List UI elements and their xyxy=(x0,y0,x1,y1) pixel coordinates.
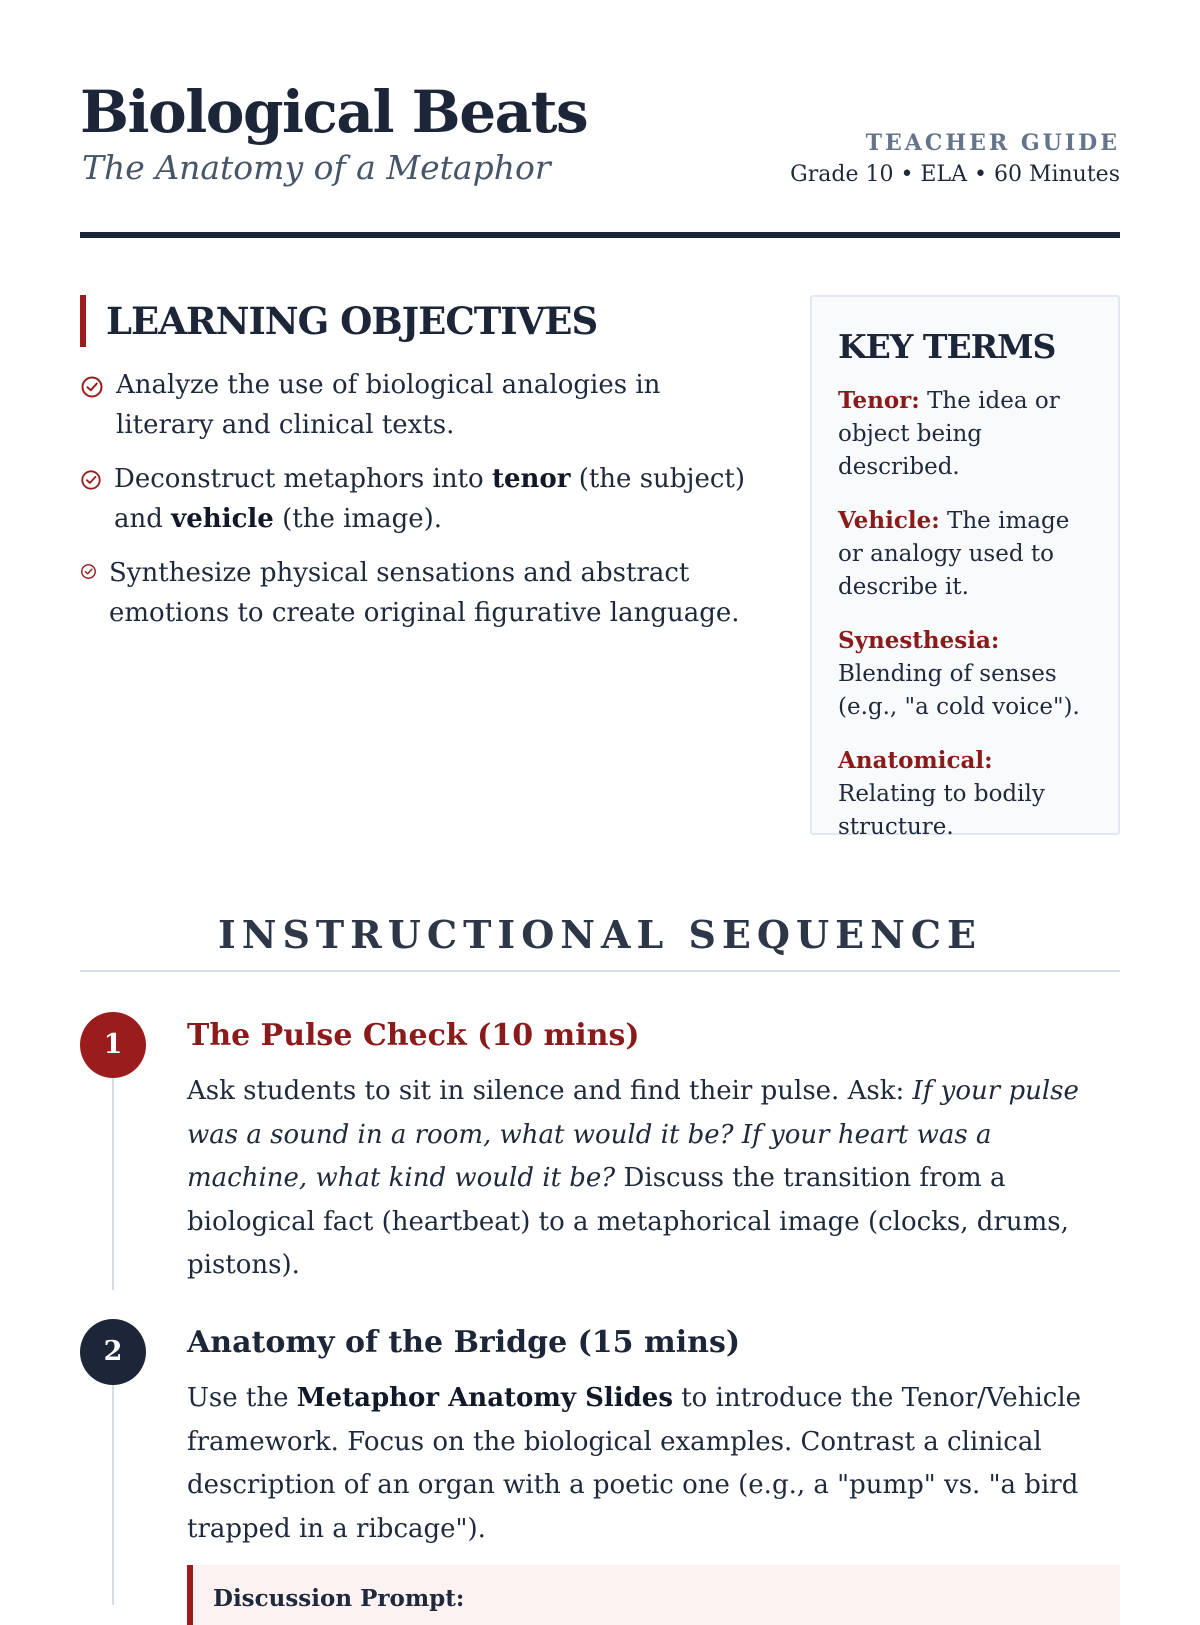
key-terms-heading: KEY TERMS xyxy=(838,327,1056,366)
key-term-item xyxy=(838,384,1092,484)
sequence-divider xyxy=(80,970,1120,972)
key-term-definition: Blending of senses (e.g., "a cold voice"). xyxy=(838,661,1080,720)
check-circle-icon xyxy=(80,469,102,495)
key-term-definition: Relating to bodily structure. xyxy=(838,781,1045,840)
objective-item xyxy=(80,365,760,445)
check-circle-icon xyxy=(80,563,97,584)
key-term: Synesthesia: xyxy=(838,627,1000,654)
objective-item xyxy=(80,553,760,633)
key-term-item xyxy=(838,744,1092,844)
step-body: Use the Metaphor Anatomy Slides to introduce the Tenor/Vehicle framework. Focus on the biological examples. Contrast a clinical description of an organ with a poetic one (e.g., a "pump" vs. "a bird trapped in a ribcage"). xyxy=(187,1383,1082,1544)
key-term: Vehicle: xyxy=(838,507,940,534)
objective-text: Analyze the use of biological analogies in literary and clinical texts. xyxy=(116,370,661,440)
discussion-prompt-label: Discussion Prompt: xyxy=(213,1585,465,1612)
key-term-item xyxy=(838,624,1092,724)
key-term-item xyxy=(838,504,1092,604)
objective-item xyxy=(80,459,760,539)
document-title: Biological Beats xyxy=(80,78,588,146)
document-header xyxy=(80,78,1120,238)
timeline-line xyxy=(112,1078,114,1290)
objectives-list xyxy=(80,365,760,633)
step-number-badge: 1 xyxy=(80,1012,146,1078)
step-body: Ask students to sit in silence and find their pulse. Ask: If your pulse was a sound in a room, what would it be? If your heart was a machine, what kind would it be? Discuss the transition from a biological fact (heartbeat) to a metaphorical image (clocks, drums, pistons). xyxy=(187,1076,1079,1280)
check-circle-icon xyxy=(80,375,104,403)
guide-label: TEACHER GUIDE xyxy=(865,130,1120,156)
learning-objectives-section xyxy=(80,295,760,647)
key-term: Anatomical: xyxy=(838,747,993,774)
document-subtitle: The Anatomy of a Metaphor xyxy=(82,148,551,187)
objective-text: Synthesize physical sensations and abstract emotions to create original figurative language. xyxy=(109,558,740,628)
key-term-definition: The image or analogy used to describe it. xyxy=(838,508,1070,600)
teacher-guide-page xyxy=(80,0,1120,1600)
header-divider xyxy=(80,232,1120,238)
sequence-heading: INSTRUCTIONAL SEQUENCE xyxy=(217,912,983,957)
guide-meta: Grade 10 • ELA • 60 Minutes xyxy=(790,162,1120,187)
discussion-prompt-box xyxy=(187,1565,1120,1625)
key-terms-panel xyxy=(810,295,1120,840)
step-number-badge: 2 xyxy=(80,1319,146,1385)
timeline-line xyxy=(112,1385,114,1605)
step-title: Anatomy of the Bridge (15 mins) xyxy=(187,1325,741,1360)
key-term-definition: The idea or object being described. xyxy=(838,388,1060,480)
step-title: The Pulse Check (10 mins) xyxy=(187,1018,640,1053)
key-term: Tenor: xyxy=(838,387,920,414)
objective-text: Deconstruct metaphors into tenor (the subject) and vehicle (the image). xyxy=(114,464,746,534)
objectives-heading: LEARNING OBJECTIVES xyxy=(80,295,760,347)
